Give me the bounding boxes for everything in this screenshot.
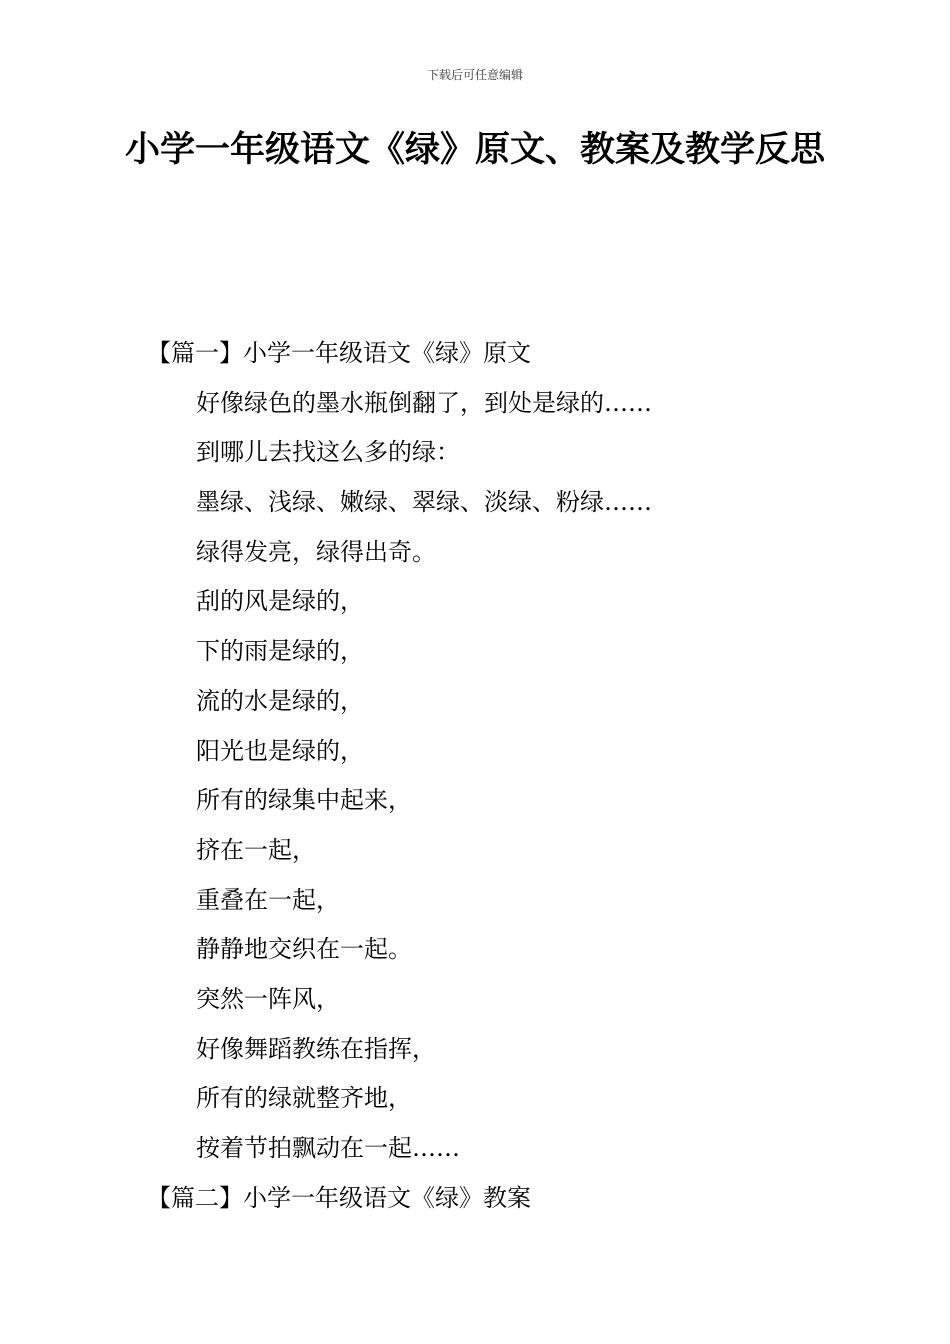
poem-line: 按着节拍飘动在一起…… (196, 1134, 460, 1162)
poem-line: 所有的绿就整齐地， (196, 1084, 412, 1113)
poem-line: 挤在一起， (196, 835, 316, 864)
poem-line: 重叠在一起， (196, 885, 340, 914)
header-note: 下载后可任意编辑 (426, 68, 523, 82)
section-heading-1: 【篇一】小学一年级语文《绿》原文 (147, 339, 531, 367)
poem-line: 阳光也是绿的， (196, 736, 364, 765)
poem-line: 好像舞蹈教练在指挥， (196, 1034, 436, 1063)
poem-line: 所有的绿集中起来， (196, 786, 412, 815)
poem-line: 好像绿色的墨水瓶倒翻了，到处是绿的…… (196, 388, 652, 417)
poem-line: 下的雨是绿的， (196, 637, 364, 666)
poem-line: 静静地交织在一起。 (196, 935, 412, 964)
section-heading-2: 【篇二】小学一年级语文《绿》教案 (147, 1183, 531, 1212)
document-body (147, 329, 847, 1223)
poem-line: 到哪儿去找这么多的绿： (196, 438, 460, 467)
poem-line: 绿得发亮，绿得出奇。 (196, 537, 436, 566)
document-title: 小学一年级语文《绿》原文、教案及教学反思 (124, 130, 825, 170)
poem-line: 刮的风是绿的， (196, 587, 364, 616)
poem-line: 墨绿、浅绿、嫩绿、翠绿、淡绿、粉绿…… (196, 488, 652, 517)
poem-line: 流的水是绿的， (196, 686, 364, 715)
poem-line: 突然一阵风， (196, 984, 340, 1013)
